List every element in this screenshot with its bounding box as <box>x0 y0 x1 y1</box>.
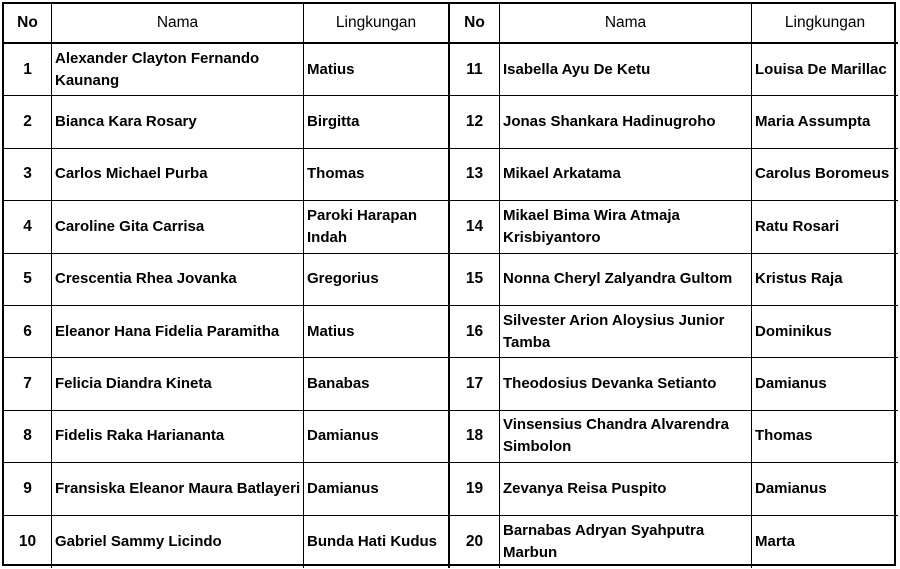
row-lingkungan-right: Carolus Boromeus <box>752 149 898 201</box>
row-lingkungan-right: Kristus Raja <box>752 254 898 306</box>
row-lingkungan-left: Paroki Harapan Indah <box>304 201 450 253</box>
row-name-left: Bianca Kara Rosary <box>52 96 304 148</box>
row-name-right: Jonas Shankara Hadinugroho <box>500 96 752 148</box>
header-lingkungan-right: Lingkungan <box>752 4 898 44</box>
header-nama-left: Nama <box>52 4 304 44</box>
header-no-right: No <box>450 4 500 44</box>
row-number-right: 18 <box>450 411 500 463</box>
header-lingkungan-left: Lingkungan <box>304 4 450 44</box>
row-lingkungan-right: Damianus <box>752 463 898 515</box>
row-lingkungan-left: Banabas <box>304 358 450 410</box>
row-name-left: Eleanor Hana Fidelia Paramitha <box>52 306 304 358</box>
row-number-left: 7 <box>4 358 52 410</box>
row-name-left: Caroline Gita Carrisa <box>52 201 304 253</box>
row-name-right: Vinsensius Chandra Alvarendra Simbolon <box>500 411 752 463</box>
row-name-right: Barnabas Adryan Syahputra Marbun <box>500 516 752 568</box>
row-lingkungan-right: Ratu Rosari <box>752 201 898 253</box>
row-number-right: 20 <box>450 516 500 568</box>
row-lingkungan-right: Maria Assumpta <box>752 96 898 148</box>
row-lingkungan-right: Marta <box>755 532 796 550</box>
row-number-left: 2 <box>4 96 52 148</box>
header-nama-right: Nama <box>500 4 752 44</box>
row-number-left: 10 <box>4 516 52 568</box>
row-number-left: 3 <box>4 149 52 201</box>
row-lingkungan-left: Thomas <box>304 149 450 201</box>
row-number-right: 13 <box>450 149 500 201</box>
row-lingkungan-left: Matius <box>304 306 450 358</box>
row-lingkungan-right: Dominikus <box>752 306 898 358</box>
row-number-right: 16 <box>450 306 500 358</box>
row-name-right: Silvester Arion Aloysius Junior Tamba <box>500 306 752 358</box>
row-name-right: Nonna Cheryl Zalyandra Gultom <box>500 254 752 306</box>
row-number-right: 15 <box>450 254 500 306</box>
row-number-right: 17 <box>450 358 500 410</box>
row-lingkungan-left: Bunda Hati Kudus <box>304 516 450 568</box>
row-name-right: Zevanya Reisa Puspito <box>500 463 752 515</box>
row-name-right: Mikael Arkatama <box>500 149 752 201</box>
row-name-left: Fidelis Raka Hariananta <box>52 411 304 463</box>
row-lingkungan-right: Damianus <box>752 358 898 410</box>
row-number-left: 4 <box>4 201 52 253</box>
row-number-right: 12 <box>450 96 500 148</box>
header-no-left: No <box>4 4 52 44</box>
row-name-right: Isabella Ayu De Ketu <box>500 44 752 96</box>
participant-table <box>2 2 896 566</box>
row-lingkungan-left: Damianus <box>304 411 450 463</box>
row-lingkungan-left: Gregorius <box>304 254 450 306</box>
row-lingkungan-left: Damianus <box>304 463 450 515</box>
row-name-left: Felicia Diandra Kineta <box>52 358 304 410</box>
row-number-left: 1 <box>4 44 52 96</box>
row-number-right: 11 <box>450 44 500 96</box>
row-name-left: Fransiska Eleanor Maura Batlayeri <box>52 463 304 515</box>
row-name-right: Mikael Bima Wira Atmaja Krisbiyantoro <box>500 201 752 253</box>
row-number-right: 19 <box>450 463 500 515</box>
row-lingkungan-right: Thomas <box>752 411 898 463</box>
row-name-left: Alexander Clayton Fernando Kaunang <box>52 44 304 96</box>
row-number-right: 14 <box>450 201 500 253</box>
row-name-left: Gabriel Sammy Licindo <box>52 516 304 568</box>
row-lingkungan-right: Louisa De Marillac <box>752 44 898 96</box>
row-lingkungan-left: Matius <box>304 44 450 96</box>
row-name-left: Carlos Michael Purba <box>52 149 304 201</box>
row-name-right: Theodosius Devanka Setianto <box>500 358 752 410</box>
row-name-left: Crescentia Rhea Jovanka <box>52 254 304 306</box>
row-number-left: 9 <box>4 463 52 515</box>
row-lingkungan-left: Birgitta <box>304 96 450 148</box>
row-number-left: 8 <box>4 411 52 463</box>
row-number-left: 5 <box>4 254 52 306</box>
row-number-left: 6 <box>4 306 52 358</box>
